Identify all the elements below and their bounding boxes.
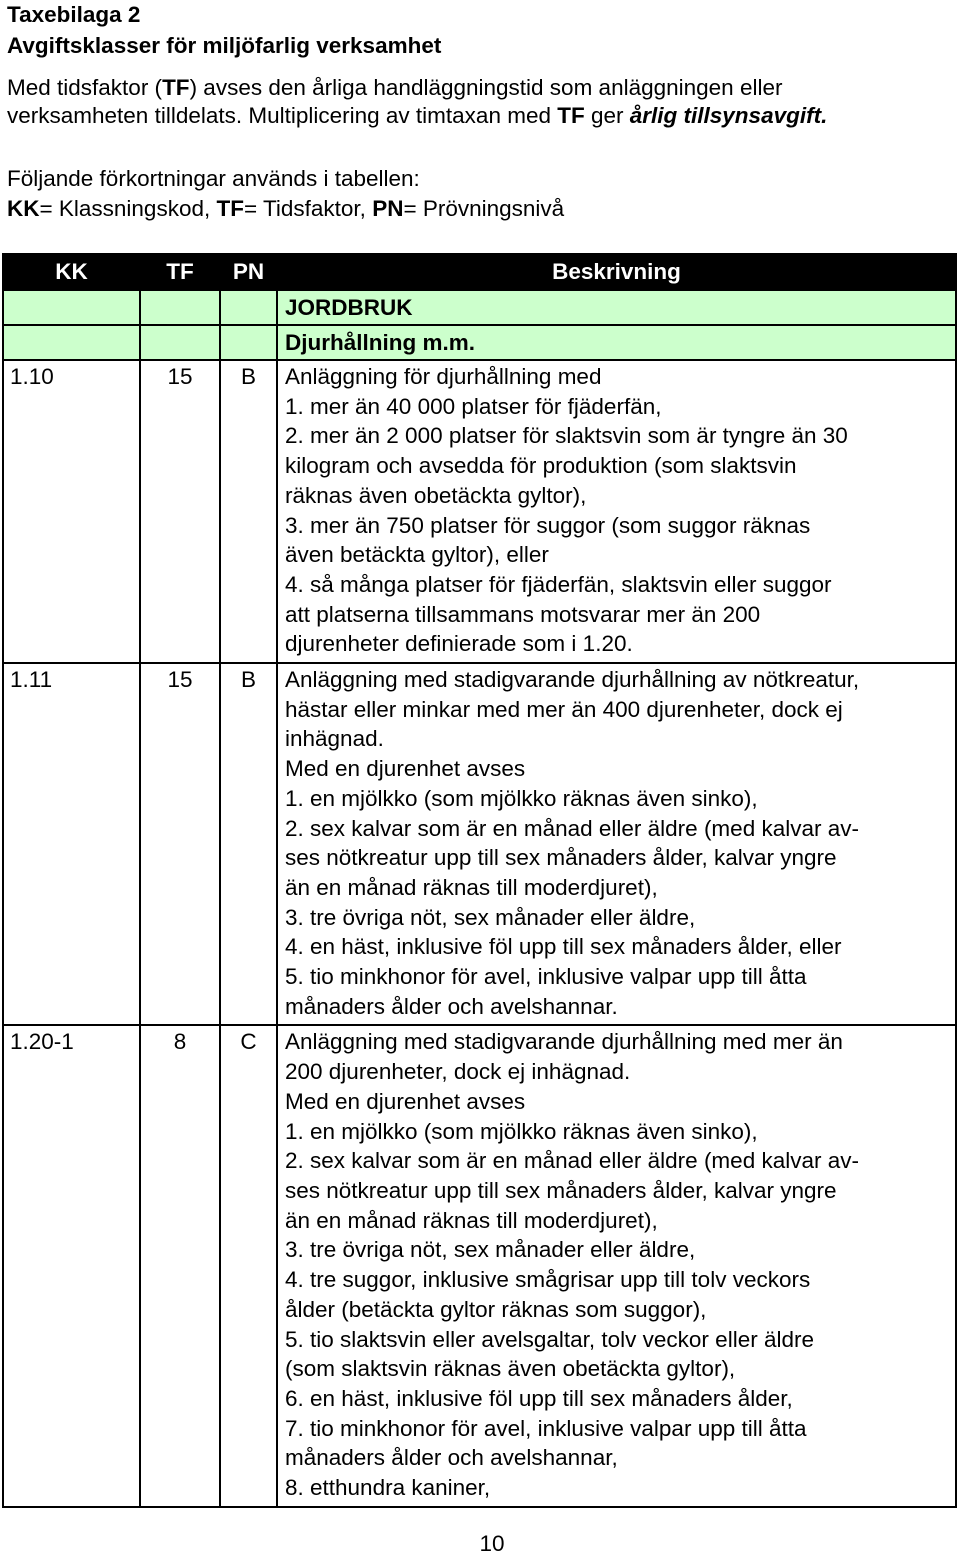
description xyxy=(277,1025,956,1506)
description-line: 4. en häst, inklusive föl upp till sex månaders ålder, eller xyxy=(285,934,842,960)
fee-class-table xyxy=(2,253,957,1508)
description-line: även betäckta gyltor), eller xyxy=(285,542,549,568)
classification-code: 1.11 xyxy=(3,663,140,1025)
intro-text: ger xyxy=(584,103,630,128)
abbr-pn-text: = Prövningsnivå xyxy=(403,196,565,221)
abbr-kk: KK xyxy=(7,196,40,221)
header-pn: PN xyxy=(220,254,277,290)
description-line: ses nötkreatur upp till sex månaders ålder, kalvar yngre xyxy=(285,1177,837,1203)
description-line: månaders ålder och avelshannar. xyxy=(285,993,618,1019)
document-subtitle: Avgiftsklasser för miljöfarlig verksamhet xyxy=(7,33,442,58)
description-line: hästar eller minkar med mer än 400 djurenheter, dock ej xyxy=(285,696,843,722)
description xyxy=(277,360,956,663)
description-line: räknas även obetäckta gyltor), xyxy=(285,482,587,508)
empty-cell xyxy=(140,325,220,360)
empty-cell xyxy=(220,290,277,325)
description-line: 5. tio minkhonor för avel, inklusive valpar upp till åtta xyxy=(285,964,807,990)
description-line: 8. etthundra kaniner, xyxy=(285,1475,491,1501)
description-line: 3. mer än 750 platser för suggor (som suggor räknas xyxy=(285,512,811,538)
subsection-row xyxy=(3,325,956,360)
header-kk: KK xyxy=(3,254,140,290)
intro-text: verksamheten tilldelats. Multiplicering av timtaxan med xyxy=(7,103,558,128)
review-level: C xyxy=(220,1025,277,1506)
description-line: ålder (betäckta gyltor räknas som suggor), xyxy=(285,1296,707,1322)
header-tf: TF xyxy=(140,254,220,290)
intro-emphasis: årlig tillsynsavgift. xyxy=(629,103,828,128)
description-line: 2. mer än 2 000 platser för slaktsvin som är tyngre än 30 xyxy=(285,423,848,449)
description xyxy=(277,663,956,1025)
time-factor: 15 xyxy=(140,360,220,663)
description-line: 3. tre övriga nöt, sex månader eller äldre, xyxy=(285,1237,696,1263)
description-line: 3. tre övriga nöt, sex månader eller äldre, xyxy=(285,904,696,930)
header-description: Beskrivning xyxy=(277,254,956,290)
description-line: 1. mer än 40 000 platser för fjäderfän, xyxy=(285,393,662,419)
description-line: 5. tio slaktsvin eller avelsgaltar, tolv veckor eller äldre xyxy=(285,1326,814,1352)
description-line: månaders ålder och avelshannar, xyxy=(285,1445,618,1471)
document-title: Taxebilaga 2 xyxy=(7,2,141,27)
intro-tf: TF xyxy=(162,75,190,100)
review-level: B xyxy=(220,360,277,663)
description-line: 1. en mjölkko (som mjölkko räknas även sinko), xyxy=(285,785,758,811)
abbreviation-legend xyxy=(7,164,947,224)
description-line: Anläggning för djurhållning med xyxy=(285,364,602,389)
empty-cell xyxy=(3,290,140,325)
description-line: inhägnad. xyxy=(285,726,384,752)
section-title: JORDBRUK xyxy=(277,290,956,325)
section-row xyxy=(3,290,956,325)
description-line: 6. en häst, inklusive föl upp till sex månaders ålder, xyxy=(285,1385,793,1411)
description-line: 200 djurenheter, dock ej inhägnad. xyxy=(285,1059,631,1085)
description-line: djurenheter definierade som i 1.20. xyxy=(285,631,633,657)
subsection-title: Djurhållning m.m. xyxy=(277,325,956,360)
abbreviation-lead: Följande förkortningar används i tabellen: xyxy=(7,166,420,191)
description-line: 2. sex kalvar som är en månad eller äldre (med kalvar av- xyxy=(285,1148,859,1174)
description-line: 2. sex kalvar som är en månad eller äldre (med kalvar av- xyxy=(285,815,859,841)
description-line: 4. så många platser för fjäderfän, slaktsvin eller suggor xyxy=(285,571,832,597)
review-level: B xyxy=(220,663,277,1025)
abbr-tf: TF xyxy=(216,196,244,221)
page-number: 10 xyxy=(479,1531,505,1556)
empty-cell xyxy=(220,325,277,360)
abbr-tf-text: = Tidsfaktor, xyxy=(243,196,373,221)
abbr-kk-text: = Klassningskod, xyxy=(39,196,217,221)
description-line: än en månad räknas till moderdjuret), xyxy=(285,1207,658,1233)
description-line: ses nötkreatur upp till sex månaders ålder, kalvar yngre xyxy=(285,845,837,871)
intro-text: ) avses den årliga handläggningstid som anläggningen eller xyxy=(189,75,783,100)
description-line: Med en djurenhet avses xyxy=(285,756,526,782)
table-row xyxy=(3,663,956,1025)
abbr-pn: PN xyxy=(372,196,404,221)
table-row xyxy=(3,1025,956,1506)
intro-paragraph xyxy=(7,74,947,130)
description-line: Med en djurenhet avses xyxy=(285,1088,526,1114)
description-line: än en månad räknas till moderdjuret), xyxy=(285,874,658,900)
description-line: Anläggning med stadigvarande djurhållning med mer än xyxy=(285,1029,843,1055)
description-line: 1. en mjölkko (som mjölkko räknas även sinko), xyxy=(285,1118,758,1144)
description-line: kilogram och avsedda för produktion (som slaktsvin xyxy=(285,453,797,479)
intro-text: Med tidsfaktor ( xyxy=(7,75,163,100)
intro-tf: TF xyxy=(557,103,585,128)
description-line: 4. tre suggor, inklusive smågrisar upp till tolv veckors xyxy=(285,1267,811,1293)
description-line: att platserna tillsammans motsvarar mer än 200 xyxy=(285,601,761,627)
table-row xyxy=(3,360,956,663)
table-header-row xyxy=(3,254,956,290)
empty-cell xyxy=(140,290,220,325)
time-factor: 15 xyxy=(140,663,220,1025)
description-line: 7. tio minkhonor för avel, inklusive valpar upp till åtta xyxy=(285,1415,807,1441)
classification-code: 1.10 xyxy=(3,360,140,663)
time-factor: 8 xyxy=(140,1025,220,1506)
empty-cell xyxy=(3,325,140,360)
description-line: Anläggning med stadigvarande djurhållning av nötkreatur, xyxy=(285,667,860,693)
description-line: (som slaktsvin räknas även obetäckta gyltor), xyxy=(285,1356,736,1382)
classification-code: 1.20-1 xyxy=(3,1025,140,1506)
